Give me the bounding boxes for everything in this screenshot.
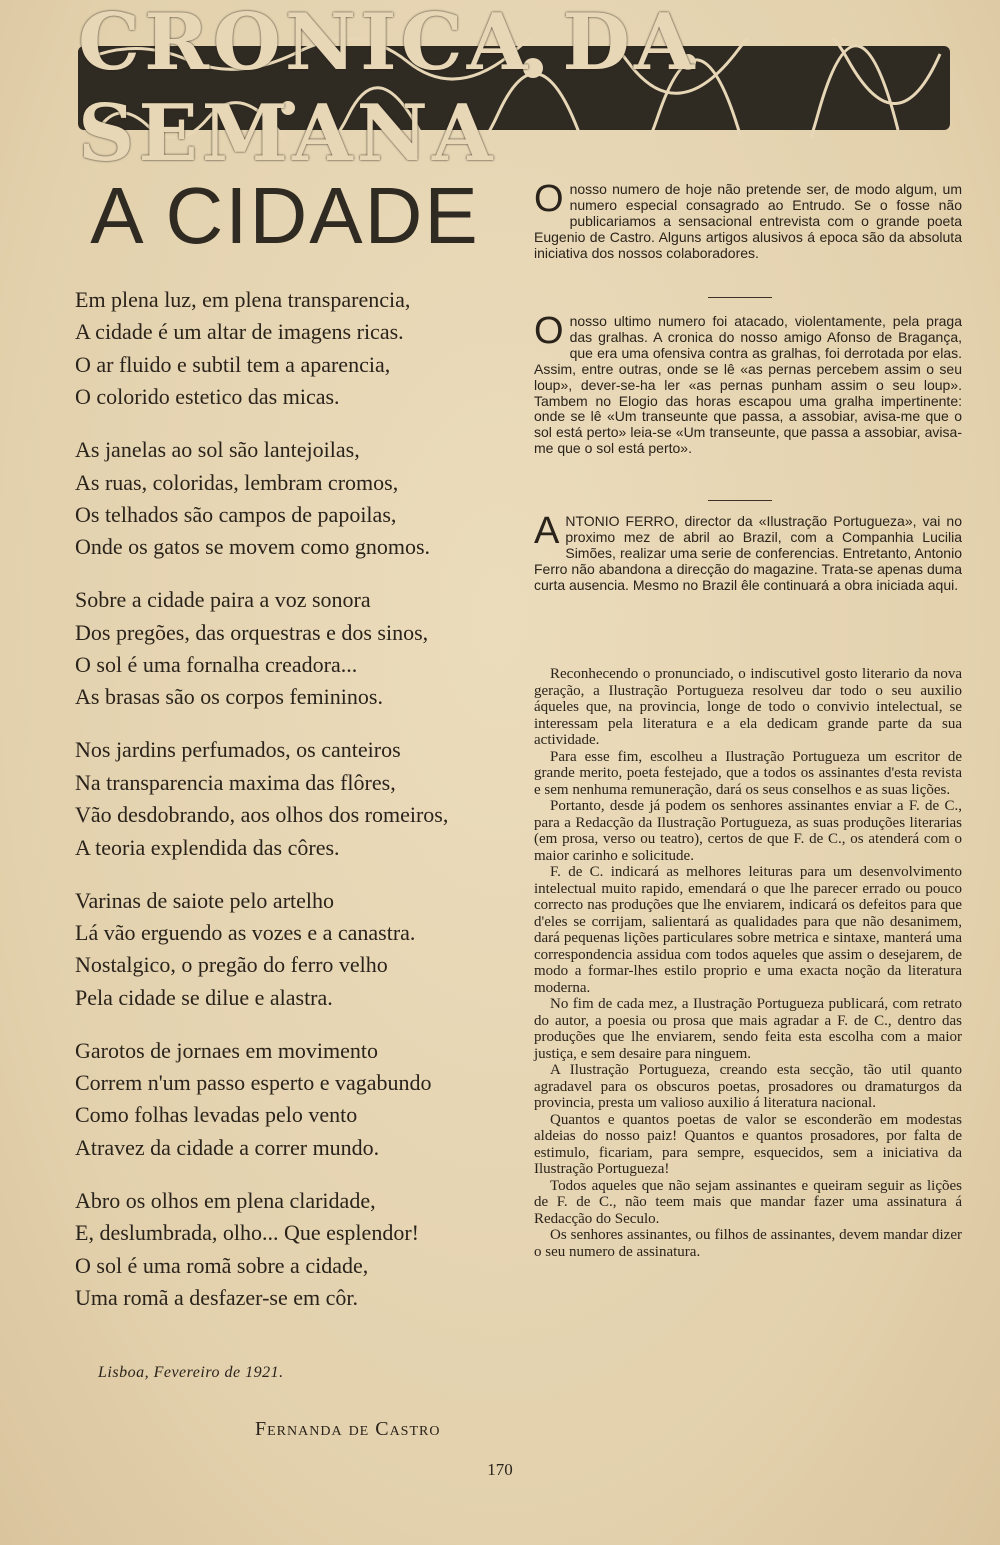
verse: E, deslumbrada, olho... Que esplendor!: [75, 1220, 419, 1246]
verse: As janelas ao sol são lantejoilas,: [75, 437, 360, 463]
stanza: [75, 734, 515, 864]
verse: Em plena luz, em plena transparencia,: [75, 287, 411, 312]
article-paragraph: Portanto, desde já podem os senhores assinantes enviar a F. de C., para a Redacção da Ilustração Portugueza, as suas produções literarias (em prosa, verso ou teatro), certos de que F. de C., os atenderá com o maior carinho e solicitude.: [534, 798, 962, 864]
divider-rule: [708, 297, 772, 298]
article-paragraph: Todos aqueles que não sejam assinantes e queiram seguir as lições de F. de C., não teem mais que mandar fazer uma assinatura á Redacção do Seculo.: [534, 1177, 962, 1227]
note-text: nosso numero de hoje não pretende ser, de modo algum, um numero especial consagrado ao Entrudo. Se o fosse não publicariamos a sensacional entrevista com o grande poeta Eugenio de Castro. Alguns artigos alusivos á epoca são da absoluta iniciativa dos nossos colaboradores.: [534, 181, 962, 261]
stanza: [75, 1185, 515, 1315]
verse: Os telhados são campos de papoilas,: [75, 501, 397, 527]
note-errata: [534, 310, 962, 457]
article-literary-section: [534, 666, 962, 1260]
verse: Varinas de saiote pelo artelho: [75, 887, 335, 913]
verse: O sol é uma romã sobre a cidade,: [75, 1252, 369, 1278]
article-paragraph: F. de C. indicará as melhores leituras para um desenvolvimento intelectual muito rapido, emendará o que lhe parecer errado ou pouco correcto nas produções que lhe enviarem, indicará os defeitos para que d'eles se corrijam, salientará as qualidades para que não desanimem, dará pequenas lições particulares sobre metrica e sintaxe, manterá uma correspondencia assidua com todos aqueles que assim o desejarem, de modo a formar-lhes estilo proprio e uma exacta noção da literatura moderna.: [534, 864, 962, 996]
stanza: [75, 885, 515, 1015]
article-paragraph: Para esse fim, escolheu a Ilustração Portugueza um escritor de grande merito, poeta festejado, que a todos os assinantes d'esta revista e sem nenhuma remuneração, dará os seus conselhos e as suas lições.: [534, 748, 962, 798]
poem-body: [75, 284, 515, 1335]
verse: Abro os olhos em plena claridade,: [75, 1187, 376, 1213]
dropcap: O: [534, 178, 564, 220]
verse: O colorido estetico das micas.: [75, 384, 340, 410]
note-antonio-ferro: [534, 510, 962, 594]
stanza: [75, 584, 515, 714]
verse: O sol é uma fornalha creadora...: [75, 652, 358, 678]
verse: Na transparencia maxima das flôres,: [75, 769, 396, 795]
verse: Garotos de jornaes em movimento: [75, 1037, 379, 1063]
article-paragraph: Os senhores assinantes, ou filhos de assinantes, devem mandar dizer o seu numero de assinatura.: [534, 1227, 962, 1260]
article-paragraph: Quantos e quantos poetas de valor se esconderão em modestas aldeias do nosso paiz! Quantos e quantos prosadores, por falta de estimulo, ficariam, para sempre, esquecidos, sem a iniciativa da Ilustração Portugueza!: [534, 1111, 962, 1177]
verse: Atravez da cidade a correr mundo.: [75, 1134, 380, 1160]
article-paragraph: No fim de cada mez, a Ilustração Portugueza publicará, com retrato do autor, a poesia ou prosa que mais agradar a F. de C., dentro das produções que lhe enviarem, sendo feita esta escolha com a maior justiça, e sem desaire para ninguem.: [534, 996, 962, 1062]
verse: Como folhas levadas pelo vento: [75, 1102, 358, 1128]
verse: Vão desdobrando, aos olhos dos romeiros,: [75, 802, 449, 828]
verse: As brasas são os corpos femininos.: [75, 684, 383, 710]
verse: Pela cidade se dilue e alastra.: [75, 984, 333, 1010]
verse: Onde os gatos se movem como gnomos.: [75, 534, 431, 560]
verse: O ar fluido e subtil tem a aparencia,: [75, 351, 391, 377]
poem-title: A CIDADE: [90, 171, 480, 260]
article-paragraph: Reconhecendo o pronunciado, o indiscutivel gosto literario da nova geração, a Ilustração Portugueza resolveu dar todo o seu auxilio áqueles que, na provincia, longe de todo o convivio intelectual, se interessam pela literatura e a ela dedicam grande parte da sua actividade.: [534, 666, 962, 748]
masthead-title: CRONICA DA SEMANA: [78, 0, 699, 179]
masthead-banner: [78, 0, 950, 179]
verse: Nostalgico, o pregão do ferro velho: [75, 952, 388, 978]
poem-date: Lisboa, Fevereiro de 1921.: [98, 1364, 284, 1381]
note-special-issue: [534, 178, 962, 262]
verse: Sobre a cidade paira a voz sonora: [75, 587, 371, 613]
verse: Correm n'um passo esperto e vagabundo: [75, 1070, 432, 1096]
verse: Uma romã a desfazer-se em côr.: [75, 1284, 358, 1310]
verse: Nos jardins perfumados, os canteiros: [75, 737, 401, 763]
dropcap: A: [534, 510, 560, 552]
verse: A teoria explendida das côres.: [75, 834, 340, 860]
page-number: 170: [487, 1460, 513, 1479]
dropcap: O: [534, 310, 564, 352]
stanza: [75, 434, 515, 564]
note-text: NTONIO FERRO, director da «Ilustração Portugueza», vai no proximo mez de abril ao Brazil, com a Companhia Lucilia Simões, realizar uma serie de conferencias. Entretanto, Antonio Ferro não abandona a direcção do magazine. Trata-se apenas duma curta ausencia. Mesmo no Brazil êle continuará a obra iniciada aqui.: [534, 513, 962, 593]
verse: As ruas, coloridas, lembram cromos,: [75, 469, 399, 495]
note-text: nosso ultimo numero foi atacado, violentamente, pela praga das gralhas. A cronica do nosso amigo Afonso de Bragança, que era uma ofensiva contra as gralhas, foi derrotada por elas. Assim, entre outras, onde se lê «as pernas percebem assim o seu loup», dever-se-ha ler «as pernas punham assim o seu loup». Tambem no Elogio das horas escapou uma gralha impertinente: onde se lê «Um transeunte que passa, a assobiar, avisa-me que o sol está perto» leia-se «Um transeunte, que passa a assobiar, avisa-me que o sol está perto».: [534, 313, 962, 457]
stanza: [75, 1035, 515, 1165]
article-paragraph: A Ilustração Portugueza, creando esta secção, tão util quanto agradavel para os obscuros poetas, prosadores ou dramaturgos da provincia, presta um valioso auxilio á literatura nacional.: [534, 1062, 962, 1111]
poem-author: Fernanda de Castro: [255, 1418, 441, 1440]
stanza: [75, 284, 515, 414]
verse: Dos pregões, das orquestras e dos sinos,: [75, 619, 429, 645]
divider-rule: [708, 500, 772, 501]
verse: A cidade é um altar de imagens ricas.: [75, 319, 404, 345]
verse: Lá vão erguendo as vozes e a canastra.: [75, 919, 416, 945]
